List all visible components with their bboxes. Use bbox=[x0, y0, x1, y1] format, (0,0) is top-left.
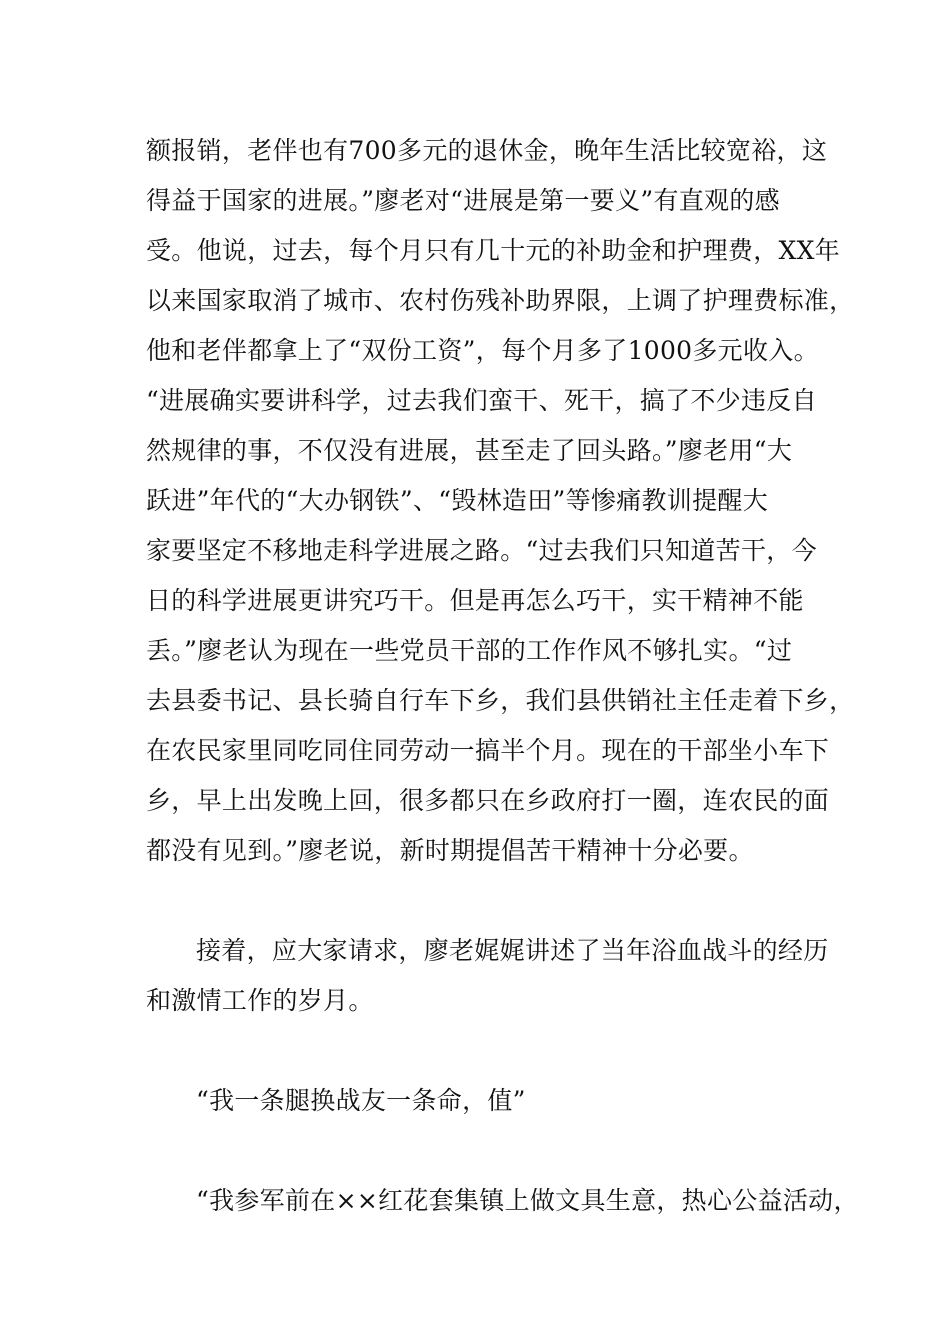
paragraph-1-line-11: 丢。”廖老认为现在一些党员干部的工作作风不够扎实。“过 bbox=[146, 636, 793, 665]
paragraph-1-line-12: 去县委书记、县长骑自行车下乡，我们县供销社主任走着下乡， bbox=[146, 686, 855, 715]
paragraph-1-line-8: 跃进”年代的“大办钢铁”、“毁林造田”等惨痛教训提醒大 bbox=[146, 486, 769, 515]
section-subheading: “我一条腿换战友一条命，值” bbox=[196, 1086, 526, 1115]
paragraph-2-line-1: 接着，应大家请求，廖老娓娓讲述了当年浴血战斗的经历 bbox=[196, 936, 829, 965]
paragraph-2-line-2: 和激情工作的岁月。 bbox=[146, 986, 374, 1015]
paragraph-1-line-2: 得益于国家的进展。”廖老对“进展是第一要义”有直观的感 bbox=[146, 186, 780, 215]
paragraph-1-line-6: “进展确实要讲科学，过去我们蛮干、死干，搞了不少违反自 bbox=[146, 386, 817, 415]
paragraph-1-line-10: 日的科学进展更讲究巧干。但是再怎么巧干，实干精神不能 bbox=[146, 586, 804, 615]
paragraph-3-line-1: “我参军前在××红花套集镇上做文具生意，热心公益活动， bbox=[196, 1186, 859, 1215]
paragraph-1-line-13: 在农民家里同吃同住同劳动一搞半个月。现在的干部坐小车下 bbox=[146, 736, 830, 765]
paragraph-1-line-7: 然规律的事，不仅没有进展，甚至走了回头路。”廖老用“大 bbox=[146, 436, 793, 465]
paragraph-1-line-4: 以来国家取消了城市、农村伤残补助界限，上调了护理费标准， bbox=[146, 286, 855, 315]
paragraph-1-line-14: 乡，早上出发晚上回，很多都只在乡政府打一圈，连农民的面 bbox=[146, 786, 830, 815]
paragraph-1-line-1: 额报销，老伴也有700多元的退休金，晚年生活比较宽裕，这 bbox=[146, 136, 828, 165]
paragraph-1-line-9: 家要坚定不移地走科学进展之路。“过去我们只知道苦干，今 bbox=[146, 536, 817, 565]
paragraph-1-line-3: 受。他说，过去，每个月只有几十元的补助金和护理费，XX年 bbox=[146, 236, 840, 265]
paragraph-1-line-15: 都没有见到。”廖老说，新时期提倡苦干精神十分必要。 bbox=[146, 836, 754, 865]
paragraph-1-line-5: 他和老伴都拿上了“双份工资”，每个月多了1000多元收入。 bbox=[146, 336, 819, 365]
